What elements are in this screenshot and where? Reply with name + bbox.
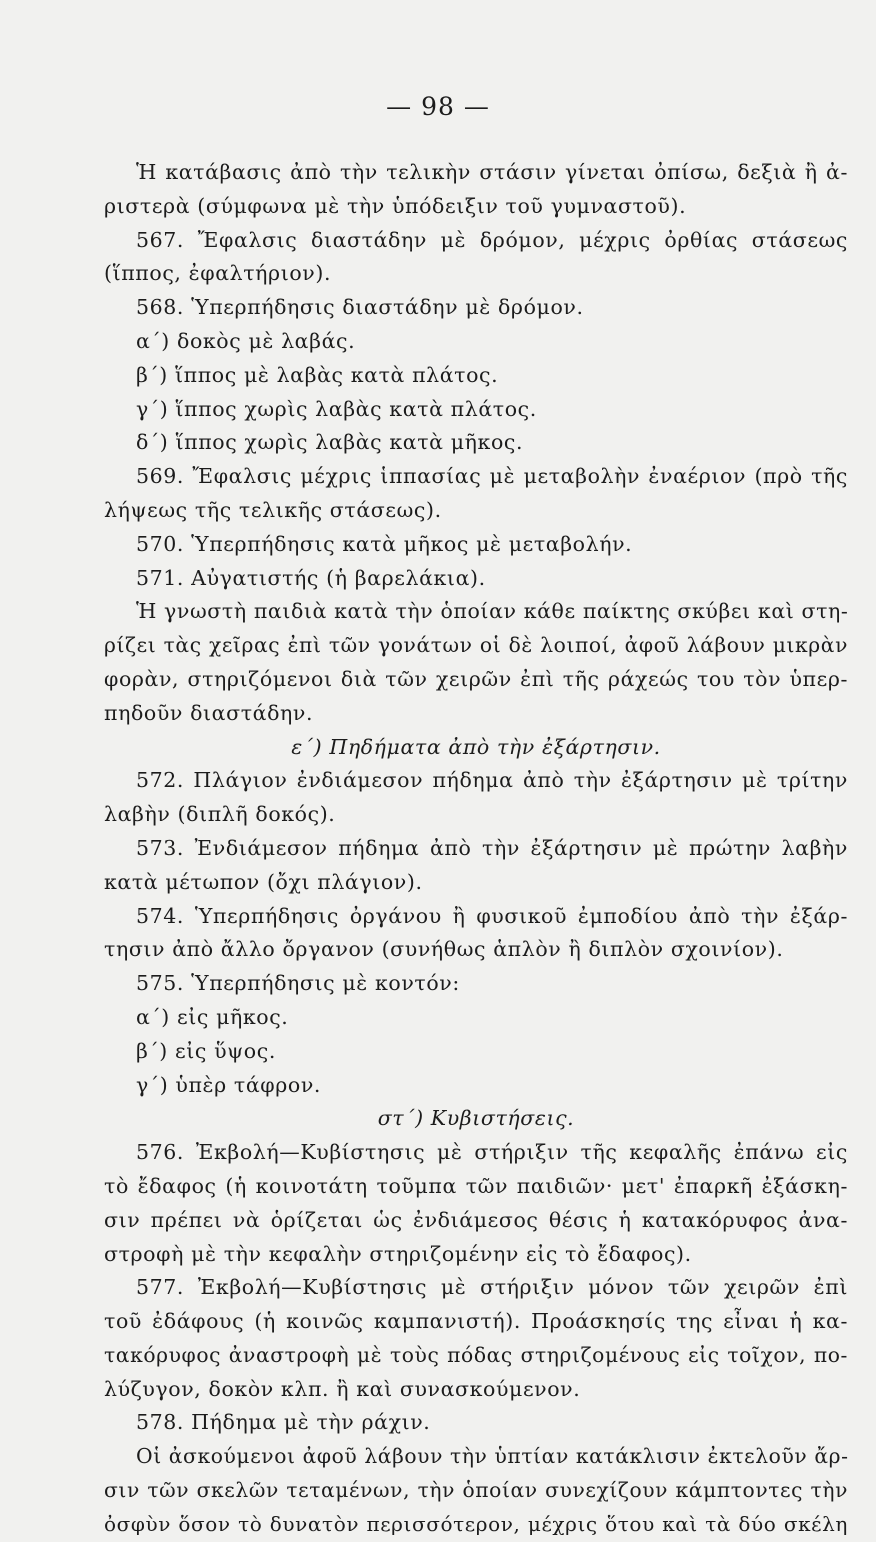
text-line: λαβὴν (διπλῆ δοκός).	[104, 802, 336, 827]
text-line: Οἱ ἀσκούμενοι ἀφοῦ λάβουν τὴν ὑπτίαν κατάκλισιν ἐκτελοῦν ἄρ-	[136, 1444, 849, 1469]
text-line: τὸ ἔδαφος (ἡ κοινοτάτη τοῦμπα τῶν παιδιῶν· μετ' ἐπαρκῆ ἐξάσκη-	[104, 1173, 848, 1198]
text-line: σιν πρέπει νὰ ὁρίζεται ὡς ἐνδιάμεσος θέσις ἡ κατακόρυφος ἀνα-	[104, 1207, 848, 1232]
text-line: β΄) εἰς ὕψος.	[136, 1038, 276, 1063]
text-line: (ἵππος, ἐφαλτήριον).	[104, 261, 332, 286]
text-line: δ΄) ἵππος χωρὶς λαβὰς κατὰ μῆκος.	[136, 430, 524, 455]
text-line: 572. Πλάγιον ἐνδιάμεσον πήδημα ἀπὸ τὴν ἐξάρτησιν μὲ τρίτην	[136, 768, 848, 793]
text-line: λήψεως τῆς τελικῆς στάσεως).	[104, 497, 442, 522]
text-line: πηδοῦν διαστάδην.	[104, 700, 314, 725]
text-line: λύζυγον, δοκὸν κλπ. ἢ καὶ συνασκούμενον.	[104, 1376, 581, 1401]
text-line: α΄) δοκὸς μὲ λαβάς.	[136, 328, 356, 353]
text-line: α΄) εἰς μῆκος.	[136, 1004, 289, 1029]
text-line: Ἡ γνωστὴ παιδιὰ κατὰ τὴν ὁποίαν κάθε παίκτης σκύβει καὶ στη-	[136, 599, 849, 624]
text-line: σιν τῶν σκελῶν τεταμένων, τὴν ὁποίαν συνεχίζουν κάμπτοντες τὴν	[104, 1478, 848, 1503]
text-line: ὀσφὺν ὅσον τὸ δυνατὸν περισσότερον, μέχρις ὅτου καὶ τὰ δύο σκέλη	[104, 1511, 848, 1536]
text-line: τοῦ ἐδάφους (ἡ κοινῶς καμπανιστή). Προάσκησίς της εἶναι ἡ κα-	[104, 1309, 848, 1334]
text-line: 576. Ἐκβολή—Κυβίστησις μὲ στήριξιν τῆς κεφαλῆς ἐπάνω εἰς	[136, 1140, 848, 1165]
text-line: γ΄) ὑπὲρ τάφρον.	[136, 1072, 322, 1097]
text-line: ρίζει τὰς χεῖρας ἐπὶ τῶν γονάτων οἱ δὲ λοιποί, ἀφοῦ λάβουν μικρὰν	[104, 633, 848, 658]
text-line: ριστερὰ (σύμφωνα μὲ τὴν ὑπόδειξιν τοῦ γυμναστοῦ).	[104, 193, 687, 218]
text-line: Ἡ κατάβασις ἀπὸ τὴν τελικὴν στάσιν γίνεται ὀπίσω, δεξιὰ ἢ ἀ-	[136, 160, 848, 184]
text-line: 574. Ὑπερπήδησις ὀργάνου ἢ φυσικοῦ ἐμποδίου ἀπὸ τὴν ἐξάρ-	[136, 903, 848, 928]
text-line: φορὰν, στηριζόμενοι διὰ τῶν χειρῶν ἐπὶ τῆς ράχεώς του τὸν ὑπερ-	[104, 666, 848, 691]
page-number: — 98 —	[386, 92, 490, 121]
text-line: τησιν ἀπὸ ἄλλο ὄργανον (συνήθως ἁπλὸν ἢ διπλὸν σχοινίον).	[104, 937, 784, 962]
text-line: 575. Ὑπερπήδησις μὲ κοντόν:	[136, 971, 460, 996]
text-line: 571. Αὐγατιστής (ἡ βαρελάκια).	[136, 565, 486, 590]
text-line: 570. Ὑπερπήδησις κατὰ μῆκος μὲ μεταβολήν.	[136, 531, 633, 556]
text-line: 573. Ἐνδιάμεσον πήδημα ἀπὸ τὴν ἐξάρτησιν μὲ πρώτην λαβὴν	[136, 835, 848, 860]
text-line: 577. Ἐκβολή—Κυβίστησις μὲ στήριξιν μόνον τῶν χειρῶν ἐπὶ	[136, 1275, 848, 1300]
page-text	[104, 156, 848, 1542]
text-line: 567. Ἔφαλσις διαστάδην μὲ δρόμον, μέχρις ὀρθίας στάσεως	[136, 227, 848, 252]
text-line: 569. Ἔφαλσις μέχρις ἱππασίας μὲ μεταβολὴν ἐναέριον (πρὸ τῆς	[136, 464, 848, 489]
text-line: στροφὴ μὲ τὴν κεφαλὴν στηριζομένην εἰς τὸ ἔδαφος).	[104, 1241, 692, 1266]
text-line: 568. Ὑπερπήδησις διαστάδην μὲ δρόμον.	[136, 295, 584, 320]
text-line: β΄) ἵππος μὲ λαβὰς κατὰ πλάτος.	[136, 362, 499, 387]
text-line: κατὰ μέτωπον (ὄχι πλάγιον).	[104, 869, 423, 894]
text-line: γ΄) ἵππος χωρὶς λαβὰς κατὰ πλάτος.	[136, 396, 537, 421]
text-line: τακόρυφος ἀναστροφὴ μὲ τοὺς πόδας στηριζομένους εἰς τοῖχον, πο-	[104, 1342, 848, 1367]
text-line: 578. Πήδημα μὲ τὴν ράχιν.	[136, 1410, 431, 1435]
section-heading: στ΄) Κυβιστήσεις.	[377, 1106, 575, 1131]
section-heading: ε΄) Πηδήματα ἀπὸ τὴν ἐξάρτησιν.	[291, 734, 661, 759]
